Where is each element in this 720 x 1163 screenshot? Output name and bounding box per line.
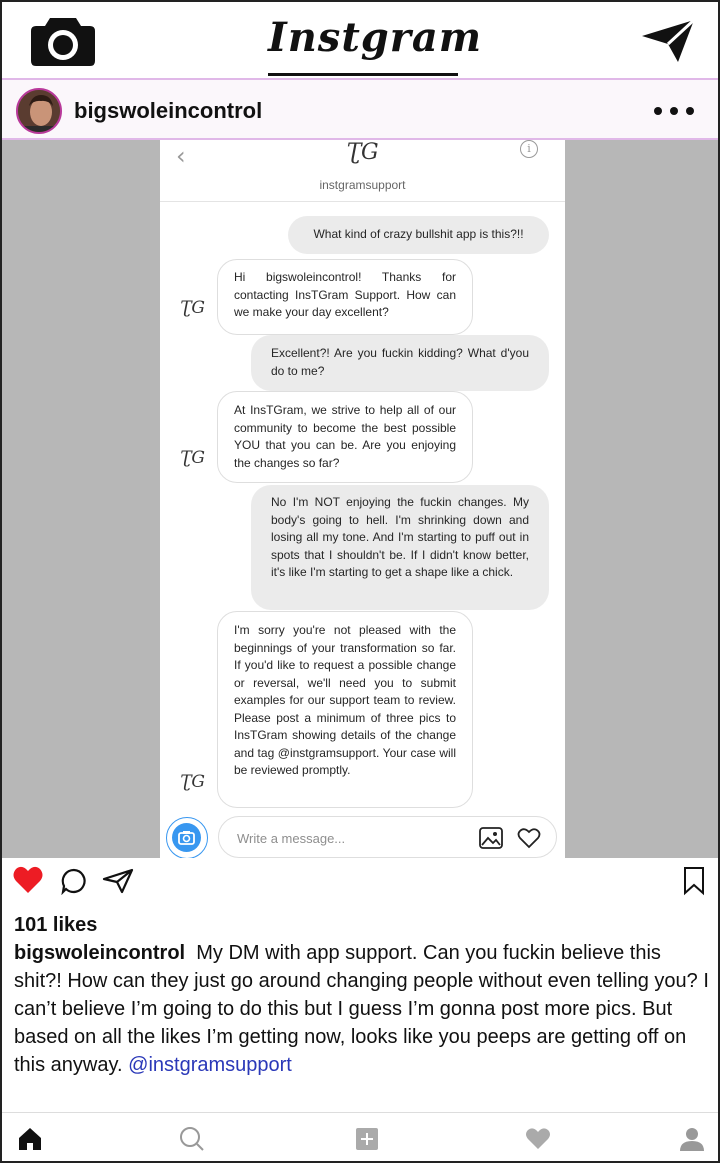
- logo-underline: [268, 73, 458, 76]
- caption-username[interactable]: bigswoleincontrol: [14, 942, 186, 964]
- profile-icon[interactable]: [678, 1125, 706, 1153]
- message-bubble-sent: [251, 335, 549, 391]
- share-icon[interactable]: [102, 868, 134, 894]
- camera-icon[interactable]: [28, 14, 98, 68]
- heart-icon[interactable]: [517, 827, 541, 849]
- message-bubble-received: [217, 611, 473, 808]
- dm-header: [160, 140, 565, 202]
- add-icon[interactable]: [353, 1125, 381, 1153]
- gallery-icon[interactable]: [479, 827, 503, 849]
- dm-title: ƮG: [346, 140, 379, 165]
- post-header: [2, 78, 718, 140]
- paper-plane-icon[interactable]: [638, 16, 698, 64]
- post-caption: [14, 939, 712, 1079]
- message-bubble-received: [217, 391, 473, 483]
- activity-heart-icon[interactable]: [524, 1125, 552, 1153]
- message-bubble-sent: [288, 216, 549, 254]
- message-text: What kind of crazy bullshit app is this?!!: [313, 227, 524, 241]
- caption-mention[interactable]: @instgramsupport: [128, 1054, 292, 1076]
- dm-screen: [160, 140, 565, 858]
- comment-icon[interactable]: [60, 867, 88, 895]
- more-dots-icon[interactable]: [654, 104, 694, 118]
- message-bubble-received: [217, 259, 473, 335]
- likes-count: 101 likes: [14, 914, 98, 936]
- top-bar: [2, 2, 718, 78]
- heart-icon[interactable]: [12, 865, 44, 895]
- support-avatar: ƮG: [180, 772, 205, 792]
- post-actions: [2, 858, 718, 908]
- app-logo: Instgram: [268, 14, 483, 61]
- message-text: No I'm NOT enjoying the fuckin changes. My body's going to hell. I'm shrinking down and losing all my tone. And I'm starting to puff out in spots that I shouldn't be. If I didn't know better, it's like I'm starting to get a shape like a chick.: [271, 495, 529, 579]
- caption-text: My DM with app support. Can you fuckin believe this shit?! How can they just go around changing people without even telling you? I can’t believe I’m going to do this but I guess I’m gonna post more pics. But based on all the likes I’m getting now, looks like you peeps are getting off on this anyway.: [14, 942, 709, 1076]
- message-bubble-sent: [251, 485, 549, 610]
- message-text: Hi bigswoleincontrol! Thanks for contacting InsTGram Support. How can we make your day excellent?: [234, 270, 456, 319]
- post-image: [2, 140, 718, 858]
- post-username[interactable]: bigswoleincontrol: [74, 98, 263, 123]
- bookmark-icon[interactable]: [682, 866, 706, 896]
- support-avatar: ƮG: [180, 448, 205, 468]
- message-text: Excellent?! Are you fuckin kidding? What d'you do to me?: [271, 346, 529, 378]
- dm-camera-button[interactable]: [166, 817, 208, 858]
- message-input[interactable]: [237, 829, 467, 847]
- camera-icon: [172, 823, 201, 852]
- info-icon[interactable]: i: [520, 140, 538, 158]
- search-icon[interactable]: [178, 1125, 206, 1153]
- back-arrow-icon[interactable]: ‹: [176, 142, 186, 170]
- message-composer: [218, 816, 557, 858]
- avatar[interactable]: [16, 88, 62, 134]
- bottom-nav: [2, 1112, 718, 1163]
- message-text: I'm sorry you're not pleased with the beginnings of your transformation so far. If you'd like to request a possible change or reversal, we'll need you to submit examples for our support team to review. Please post a minimum of three pics to InsTGram showing details of the change and tag @instgramsupport. Your case will be reviewed promptly.: [234, 623, 456, 777]
- dm-handle: instgramsupport: [319, 178, 406, 192]
- message-text: At InsTGram, we strive to help all of our community to become the best possible YOU that you can be. Are you enjoying the changes so far?: [234, 403, 456, 470]
- support-avatar: ƮG: [180, 298, 205, 318]
- home-icon[interactable]: [16, 1125, 44, 1153]
